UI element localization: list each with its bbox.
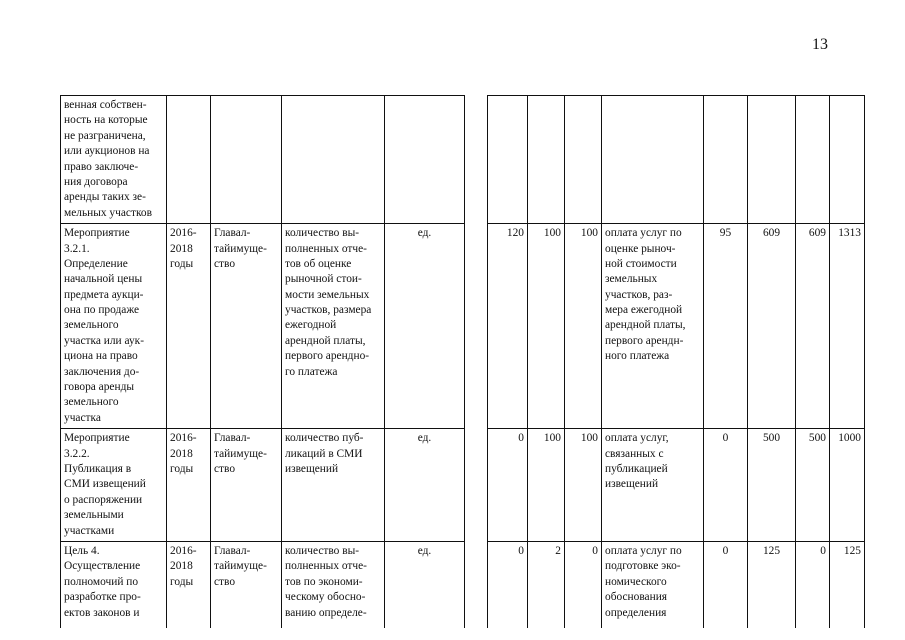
indicator-cell (282, 96, 385, 224)
cell-line: право заключе- (64, 160, 139, 173)
cell-line: полномочий по (64, 575, 139, 588)
cell-line: связанных с (605, 447, 664, 460)
cost-2018-cell (796, 96, 830, 224)
cell-line: полненных отче- (285, 242, 367, 255)
activity-cell (61, 541, 167, 628)
value-2017-cell: 2 (528, 541, 565, 628)
indicator-cell (282, 429, 385, 542)
gap-cell (465, 541, 488, 628)
value-2016-cell: 0 (488, 429, 528, 542)
cell-line: земельного (64, 319, 119, 332)
cell-line: венная собствен- (64, 99, 147, 111)
gap-cell (465, 224, 488, 429)
cell-line: циона на право (64, 350, 138, 363)
cell-line: первого арендн- (605, 334, 684, 347)
payment-cell (602, 224, 704, 429)
value-2016-cell: 120 (488, 224, 528, 429)
program-table (60, 95, 865, 628)
cost-2017-cell: 125 (748, 541, 796, 628)
cell-line: Главал- (214, 544, 251, 557)
cell-line: полненных отче- (285, 560, 367, 573)
activity-cell (61, 96, 167, 224)
cell-line: участка (64, 411, 101, 424)
cost-2016-cell: 95 (704, 224, 748, 429)
cost-2017-cell: 609 (748, 224, 796, 429)
gap-cell (465, 429, 488, 542)
table-row (61, 96, 865, 224)
indicator-cell (282, 541, 385, 628)
cell-line: Публикация в (64, 462, 132, 475)
total-cell: 1000 (830, 429, 865, 542)
table-row (61, 429, 865, 542)
cell-line: 3.2.2. (64, 447, 90, 460)
gap-cell (465, 96, 488, 224)
cell-line: ство (214, 257, 236, 270)
cell-line: или аукционов на (64, 145, 150, 158)
value-2016-cell (488, 96, 528, 224)
cell-line: она по продаже (64, 304, 140, 317)
cell-line: Определение (64, 257, 128, 270)
cost-2017-cell: 500 (748, 429, 796, 542)
executor-cell (211, 224, 282, 429)
cell-line: СМИ извещений (64, 478, 146, 491)
cell-line: ной стоимости (605, 257, 677, 270)
cell-line: ность на которые (64, 114, 148, 127)
cell-line: 2016- (170, 432, 197, 445)
cell-line: участка или аук- (64, 334, 145, 347)
value-2017-cell: 100 (528, 429, 565, 542)
cell-line: Главал- (214, 432, 251, 445)
value-2018-cell: 100 (565, 429, 602, 542)
cell-line: участков, размера (285, 304, 372, 317)
cell-line: ство (214, 575, 236, 588)
cell-line: оплата услуг по (605, 544, 682, 557)
cell-line: годы (170, 462, 194, 475)
total-cell: 1313 (830, 224, 865, 429)
cell-line: Мероприятие (64, 227, 130, 240)
cell-line: Осуществление (64, 560, 141, 573)
cell-line: ликаций в СМИ (285, 447, 363, 460)
value-2018-cell (565, 96, 602, 224)
executor-cell (211, 429, 282, 542)
cost-2018-cell: 0 (796, 541, 830, 628)
cost-2016-cell: 0 (704, 429, 748, 542)
cell-line: количество пуб- (285, 432, 364, 445)
period-cell (167, 541, 211, 628)
cell-line: не разграничена, (64, 129, 146, 142)
unit-cell (385, 96, 465, 224)
cell-line: земельными (64, 509, 124, 522)
cell-line: тайимуще- (214, 560, 267, 573)
cell-line: ческому обосно- (285, 591, 366, 604)
executor-cell (211, 96, 282, 224)
period-cell (167, 96, 211, 224)
cost-2018-cell: 500 (796, 429, 830, 542)
executor-cell (211, 541, 282, 628)
period-cell (167, 429, 211, 542)
cell-line: мельных участков (64, 206, 152, 219)
total-cell (830, 96, 865, 224)
cell-line: количество вы- (285, 544, 360, 557)
cell-line: заключения до- (64, 365, 140, 378)
total-cell: 125 (830, 541, 865, 628)
payment-cell (602, 96, 704, 224)
cell-line: Цель 4. (64, 544, 100, 557)
indicator-cell (282, 224, 385, 429)
cell-line: извещений (605, 478, 659, 491)
cell-line: 2018 (170, 242, 193, 255)
cell-line: тов по экономи- (285, 575, 363, 588)
cost-2018-cell: 609 (796, 224, 830, 429)
unit-cell: ед. (385, 541, 465, 628)
cell-line: тайимуще- (214, 447, 267, 460)
cell-line: ного платежа (605, 350, 670, 363)
cell-line: ния договора (64, 175, 128, 188)
cell-line: 2018 (170, 447, 193, 460)
cell-line: обоснования (605, 591, 668, 604)
cell-line: земельного (64, 396, 119, 409)
cell-line: номического (605, 575, 667, 588)
period-cell (167, 224, 211, 429)
cell-line: определения (605, 606, 667, 619)
cell-line: годы (170, 575, 194, 588)
cost-2016-cell (704, 96, 748, 224)
cell-line: арендной платы, (605, 319, 686, 332)
cell-line: мера ежегодной (605, 304, 683, 317)
value-2018-cell: 0 (565, 541, 602, 628)
cell-line: тайимуще- (214, 242, 267, 255)
activity-cell (61, 429, 167, 542)
payment-cell (602, 429, 704, 542)
cell-line: ванию определе- (285, 606, 367, 619)
table-row (61, 224, 865, 429)
cell-line: оплата услуг по (605, 227, 682, 240)
cell-line: арендной платы, (285, 334, 366, 347)
cell-line: предмета аукци- (64, 288, 144, 301)
cell-line: разработке про- (64, 591, 141, 604)
unit-cell: ед. (385, 224, 465, 429)
value-2017-cell: 100 (528, 224, 565, 429)
cell-line: земельных (605, 273, 658, 286)
cell-line: мости земельных (285, 288, 370, 301)
cell-line: 3.2.1. (64, 242, 90, 255)
cost-2017-cell (748, 96, 796, 224)
cell-line: 2016- (170, 544, 197, 557)
cell-line: первого арендно- (285, 350, 370, 363)
cell-line: оплата услуг, (605, 432, 669, 445)
cell-line: публикацией (605, 462, 668, 475)
cell-line: участков, раз- (605, 288, 673, 301)
cell-line: годы (170, 257, 194, 270)
cell-line: оценке рыноч- (605, 242, 676, 255)
cell-line: 2016- (170, 227, 197, 240)
cell-line: начальной цены (64, 273, 143, 286)
cell-line: о распоряжении (64, 493, 143, 506)
unit-cell: ед. (385, 429, 465, 542)
cell-line: говора аренды (64, 381, 135, 394)
cost-2016-cell: 0 (704, 541, 748, 628)
table-row (61, 541, 865, 628)
cell-line: количество вы- (285, 227, 360, 240)
value-2016-cell: 0 (488, 541, 528, 628)
cell-line: ежегодной (285, 319, 337, 332)
cell-line: участками (64, 524, 115, 537)
page-number: 13 (812, 36, 828, 53)
cell-line: го платежа (285, 365, 338, 378)
cell-line: Главал- (214, 227, 251, 240)
cell-line: Мероприятие (64, 432, 130, 445)
cell-line: аренды таких зе- (64, 191, 146, 204)
cell-line: ектов законов и (64, 606, 140, 619)
cell-line: рыночной стои- (285, 273, 362, 286)
cell-line: подготовке эко- (605, 560, 681, 573)
payment-cell (602, 541, 704, 628)
cell-line: 2018 (170, 560, 193, 573)
cell-line: извещений (285, 462, 339, 475)
activity-cell (61, 224, 167, 429)
value-2017-cell (528, 96, 565, 224)
cell-line: ство (214, 462, 236, 475)
value-2018-cell: 100 (565, 224, 602, 429)
cell-line: тов об оценке (285, 257, 352, 270)
